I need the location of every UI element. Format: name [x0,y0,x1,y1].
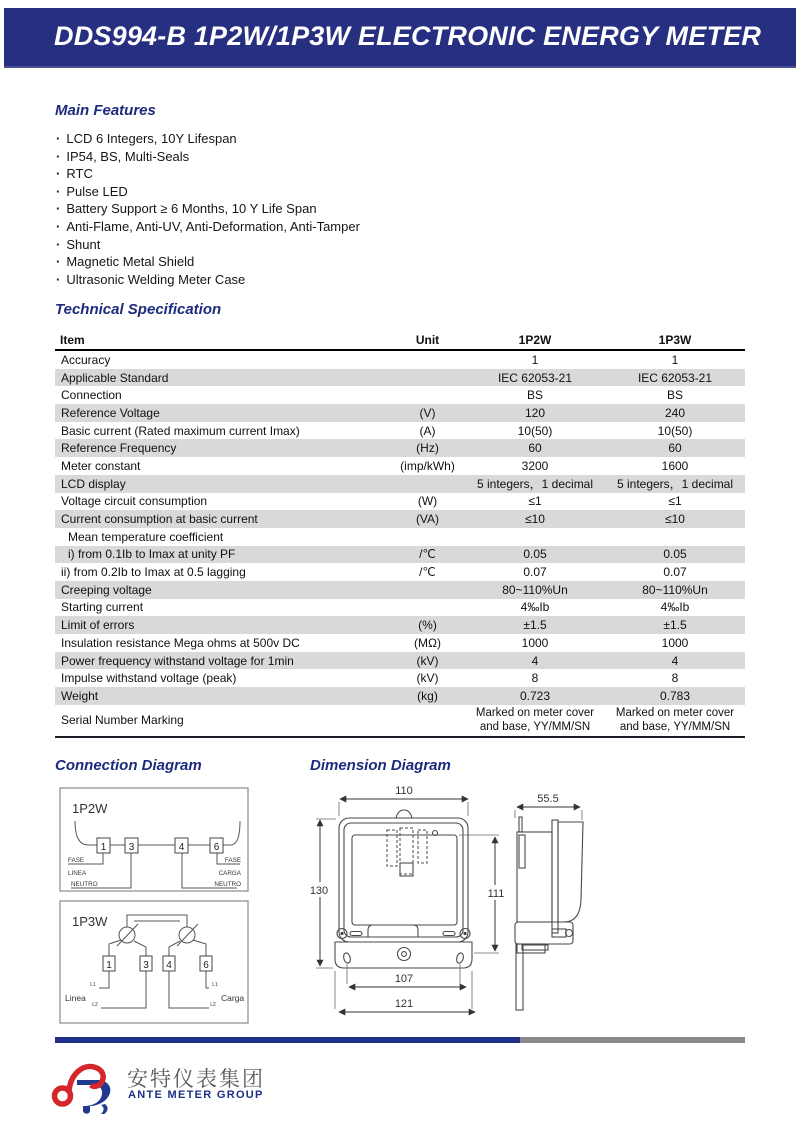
logo-blue-tail [101,1104,108,1114]
spec-1p2w-cell: 0.723 [519,688,551,703]
spec-item-cell: Reference Voltage [61,405,160,420]
side-stub [519,817,522,832]
company-name-cn: 安特仪表集团 [127,1068,265,1091]
p3w-wire-l1-right [206,971,209,988]
seal-screw-left-dot [340,932,343,935]
title-bar [4,8,796,68]
feature-item: · LCD 6 Integers, 10Y Lifespan [56,130,360,148]
spec-1p2w-cell: 4 [531,653,539,668]
mount-hole-left [343,952,352,964]
p2w-label: 1P2W [72,801,108,816]
p2w-label-linea: LINEA [68,870,87,877]
spec-item-cell: Starting current [61,600,144,615]
spec-1p3w-cell: 0.783 [659,688,691,703]
p2w-label-neutro-left: NEUTRO [71,881,98,888]
p3w-l2-left-tag: L2 [92,1002,98,1008]
spec-row [55,669,745,687]
spec-row [55,581,745,599]
meter-hang-hook [396,810,412,818]
feature-item: · IP54, BS, Multi-Seals [56,148,360,166]
spec-item-cell: Limit of errors [61,618,135,633]
side-mount-tab [522,945,548,950]
spec-unit-cell [390,475,465,493]
spec-row [55,439,745,457]
meter-inner-case [344,823,463,937]
spec-unit-cell: (V) [419,405,436,420]
page-title: DDS994-B 1P2W/1P3W ELECTRONIC ENERGY METER [54,21,762,51]
mount-hole-right [456,952,465,964]
spec-1p3w-cell: Marked on meter cover and base, YY/MM/SN [605,705,745,737]
meter-window [352,835,457,925]
spec-unit-cell [390,705,465,737]
p2w-terminal-6-num: 6 [213,842,220,853]
col-item: Item [55,330,390,350]
feature-item: · Ultrasonic Welding Meter Case [56,271,360,289]
spec-1p2w-cell: 60 [528,441,542,456]
spec-item-cell: Insulation resistance Mega ohms at 500v DC [61,635,300,650]
p2w-wire-left-in [75,821,97,845]
spec-1p3w-cell: BS [666,388,683,403]
spec-unit-cell [390,350,465,369]
spec-header-row [55,330,745,350]
spec-row [55,616,745,634]
spec-1p2w-cell: 120 [524,405,546,420]
spec-1p3w-cell: 240 [664,405,686,420]
p2w-terminal-1-num: 1 [100,842,107,853]
spec-unit-cell: (kV) [416,653,439,668]
spec-1p3w-cell: IEC 62053-21 [637,370,713,385]
dim-121-label: 121 [394,998,414,1010]
spec-1p2w-cell: 4‰Ib [520,600,550,615]
spec-1p2w-cell: 80~110%Un [502,582,568,597]
p3w-wire-l2-right [169,971,209,1008]
feature-list [56,130,360,288]
spec-1p2w-cell: 1000 [521,635,549,650]
spec-item-cell: Power frequency withstand voltage for 1min [61,653,294,668]
p2w-label-neutro-right: NEUTRO [214,881,241,888]
footer-rule-gray [520,1037,745,1043]
spec-row [55,634,745,652]
spec-unit-cell [390,528,465,546]
spec-1p2w-cell: Marked on meter cover and base, YY/MM/SN [465,705,605,737]
p3w-l1-left-tag: L1 [90,982,96,988]
side-leg [516,944,523,1010]
spec-item-cell: Impulse withstand voltage (peak) [61,671,237,686]
spec-item-cell: Creeping voltage [61,582,152,597]
spec-1p3w-cell: 4‰Ib [660,600,690,615]
spec-1p3w-cell: 8 [671,671,679,686]
spec-row [55,705,745,737]
cover-screw [398,948,411,961]
spec-1p2w-cell: 8 [531,671,539,686]
spec-1p2w-cell: ≤10 [525,512,545,527]
spec-row [55,652,745,670]
spec-unit-cell: (W) [417,494,438,509]
spec-item-cell: Accuracy [61,352,111,367]
spec-1p3w-cell: ≤10 [665,512,685,527]
spec-1p2w-cell: ≤1 [528,494,542,509]
slot-right [443,932,455,936]
spec-1p2w-cell: 1 [531,352,539,367]
p2w-label-fase-left: FASE [68,857,85,864]
spec-item-cell: Current consumption at basic current [61,512,258,527]
spec-1p3w-cell: 80~110%Un [642,582,708,597]
feature-item: · Anti-Flame, Anti-UV, Anti-Deformation, Anti-Tamper [56,218,360,236]
terminal-cover [335,942,472,968]
spec-1p2w-cell [465,528,605,546]
logo-red-swoosh [69,1066,103,1092]
spec-item-cell: i) from 0.1Ib to Imax at unity PF [68,547,236,562]
side-terminal-cover [515,922,573,944]
p3w-l1-right-tag: L1 [212,982,218,988]
spec-item-cell: Serial Number Marking [55,705,390,737]
spec-row [55,350,745,369]
cover-screw-inner [402,952,407,957]
p3w-wire-l1-left [99,971,109,988]
side-mount-plate [552,820,558,933]
side-front-cover [558,822,583,922]
spec-unit-cell: (VA) [415,512,440,527]
tech-spec-heading: Technical Specification [55,301,222,318]
spec-1p2w-cell: ±1.5 [523,618,547,633]
company-name-en: ANTE METER GROUP [128,1089,264,1101]
spec-item-cell: LCD display [61,476,126,491]
dim-130-label: 130 [309,885,329,897]
p2w-terminal-4-num: 4 [178,842,185,853]
dimension-diagram-svg [300,778,800,1038]
p3w-terminal-6-num: 6 [203,960,209,971]
meter-outer-case [339,818,468,942]
footer-rule [55,1037,745,1043]
meter-handle [368,925,418,937]
spec-1p2w-cell: 3200 [521,458,549,473]
spec-row [55,493,745,511]
connection-diagram-heading: Connection Diagram [55,757,202,774]
spec-row [55,422,745,440]
spec-table [55,330,745,738]
p3w-top-rails [127,915,187,927]
spec-unit-cell: (imp/kWh) [400,458,455,473]
spec-1p3w-cell: 1600 [661,458,689,473]
spec-item-cell: ii) from 0.2Ib to Imax at 0.5 lagging [61,565,246,580]
feature-item: · Magnetic Metal Shield [56,253,360,271]
p2w-wire-right-in [223,821,240,845]
p2w-label-carga: CARGA [218,870,241,877]
spec-item-cell: Meter constant [61,458,141,473]
dim-107-label: 107 [394,973,414,985]
spec-1p3w-cell [605,528,745,546]
p3w-terminal-4-num: 4 [166,960,172,971]
feature-item: · Battery Support ≥ 6 Months, 10 Y Life Span [56,200,360,218]
spec-unit-cell [390,369,465,387]
spec-unit-cell: (%) [418,618,437,633]
spec-unit-cell: /℃ [419,565,436,580]
spec-1p3w-cell: 1000 [661,635,689,650]
seal-screw-right-dot [463,932,466,935]
p3w-linea-label: Linea [65,993,86,1003]
spec-item-cell: Applicable Standard [61,370,169,385]
dim-110-ext [339,802,468,816]
feature-item: · RTC [56,165,360,183]
spec-item-cell: Voltage circuit consumption [61,494,208,509]
spec-row [55,404,745,422]
col-1p2w: 1P2W [465,330,605,350]
connection-diagram-svg [55,783,255,1033]
spec-row [55,457,745,475]
spec-unit-cell: (kg) [417,688,438,703]
p3w-carga-label: Carga [221,993,245,1003]
spec-1p3w-cell: ≤1 [668,494,682,509]
p2w-terminal-3-num: 3 [128,842,135,853]
feature-item: · Pulse LED [56,183,360,201]
col-1p3w: 1P3W [605,330,745,350]
spec-1p3w-cell: 1 [671,352,679,367]
p3w-l2-right-tag: L2 [210,1002,216,1008]
spec-1p3w-cell: 60 [668,441,682,456]
spec-unit-cell [390,581,465,599]
spec-row [55,599,745,617]
dim-111-label: 111 [487,888,505,900]
spec-item-cell: Basic current (Rated maximum current Imax) [61,423,300,438]
spec-unit-cell: (A) [419,423,436,438]
spec-1p3w-cell: ±1.5 [663,618,687,633]
spec-row [55,386,745,404]
dim-55-label: 55.5 [537,793,559,805]
spec-unit-cell: /℃ [419,547,436,562]
spec-row [55,528,745,546]
spec-row [55,475,745,493]
spec-1p3w-cell: 0.05 [663,547,687,562]
p2w-label-fase-right: FASE [224,857,241,864]
spec-row [55,563,745,581]
p3w-terminal-1-num: 1 [106,960,112,971]
spec-1p3w-cell: 5 integers，1 decimal [616,477,734,492]
spec-1p3w-cell: 0.07 [663,565,687,580]
spec-row [55,687,745,705]
footer-rule-blue [55,1037,520,1043]
spec-item-cell: Reference Frequency [61,441,177,456]
spec-unit-cell [390,386,465,404]
ante-logo-icon [50,1060,124,1116]
spec-1p2w-cell: 5 integers，1 decimal [476,477,594,492]
side-back-detail [519,835,525,868]
dim-55-ext [515,810,582,820]
dimension-diagram-heading: Dimension Diagram [310,757,451,774]
side-back-body [517,832,552,922]
spec-1p2w-cell: 10(50) [517,423,553,438]
spec-unit-cell: (MΩ) [414,635,441,650]
col-unit: Unit [390,330,465,350]
spec-1p2w-cell: BS [526,388,543,403]
spec-row [55,369,745,387]
spec-item-cell: Weight [61,688,99,703]
p3w-wire-l2-left [101,971,146,1008]
spec-unit-cell: (Hz) [416,441,439,456]
spec-1p2w-cell: 0.05 [523,547,547,562]
spec-unit-cell: (kV) [416,671,439,686]
feature-item: · Shunt [56,236,360,254]
spec-row [55,546,745,564]
slot-left [350,932,362,936]
dim-110-label: 110 [395,785,413,797]
p3w-label: 1P3W [72,914,108,929]
spec-1p2w-cell: 0.07 [523,565,547,580]
p3w-terminal-3-num: 3 [143,960,149,971]
spec-row [55,510,745,528]
spec-1p3w-cell: 10(50) [657,423,693,438]
spec-item-cell: Connection [61,388,122,403]
main-features-heading: Main Features [55,102,156,119]
spec-item-cell: Mean temperature coefficient [68,529,224,544]
spec-unit-cell [390,599,465,617]
spec-1p3w-cell: 4 [671,653,679,668]
spec-1p2w-cell: IEC 62053-21 [497,370,573,385]
